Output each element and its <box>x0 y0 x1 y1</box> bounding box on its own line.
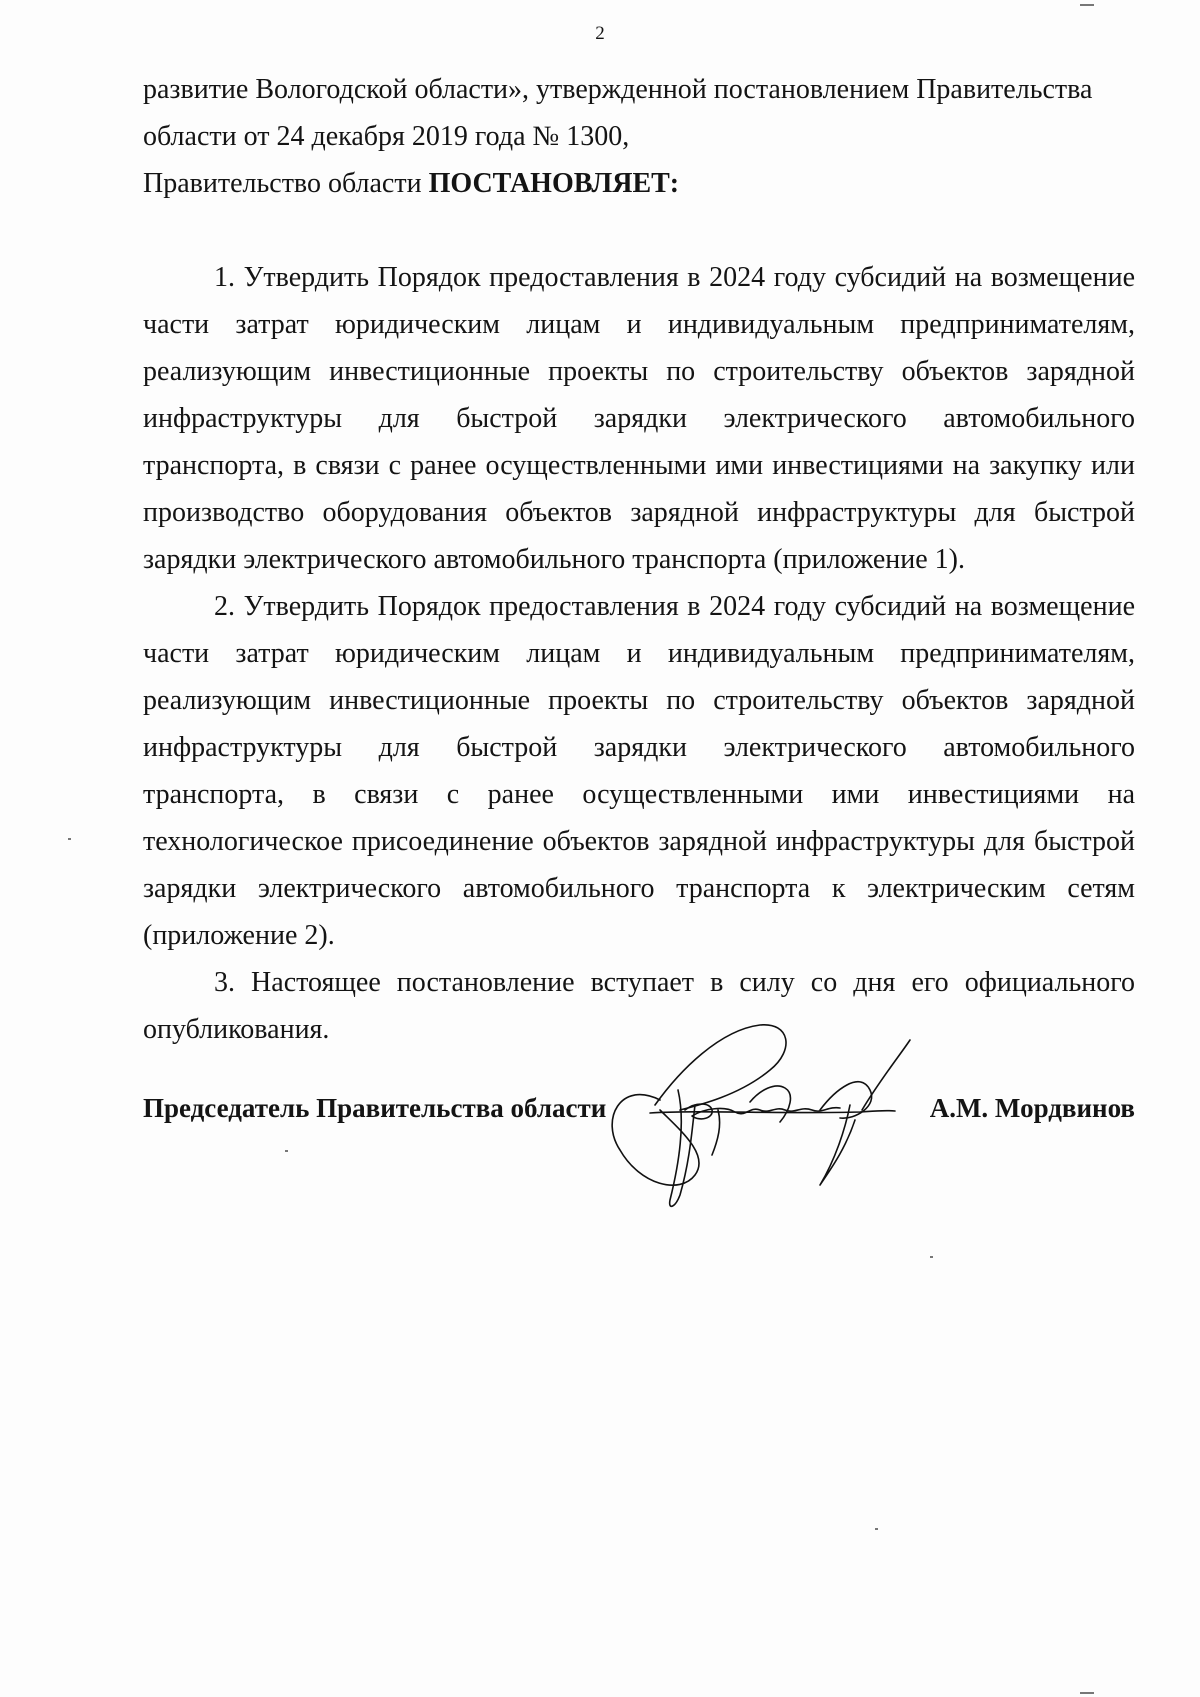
handwritten-signature <box>600 1010 960 1210</box>
item-2: 2. Утвердить Порядок предоставления в 2024 году субсидий на возмещение части затрат юридическим лицам и индивидуальным предпринимателям, реализующим инвестиционные проекты по строительству объектов зарядной инфраструктуры для быстрой зарядки электрического автомобильного транспорта, в связи с ранее осуществленными ими инвестициями на технологическое присоединение объектов зарядной инфраструктуры для быстрой зарядки электрического автомобильного транспорта к электрическим сетям (приложение 2). <box>143 591 1135 951</box>
resolves-prefix: Правительство области <box>143 168 429 199</box>
item-1: 1. Утвердить Порядок предоставления в 2024 году субсидий на возмещение части затрат юридическим лицам и индивидуальным предпринимателям, реализующим инвестиционные проекты по строительству объектов зарядной инфраструктуры для быстрой зарядки электрического автомобильного транспорта, в связи с ранее осуществленными ими инвестициями на закупку или производство оборудования объектов зарядной инфраструктуры для быстрой зарядки электрического автомобильного транспорта (приложение 1). <box>143 262 1135 575</box>
resolves-keyword: ПОСТАНОВЛЯЕТ: <box>428 168 680 199</box>
scan-speck <box>1080 4 1094 6</box>
spacer <box>143 207 1135 254</box>
signer-name: А.М. Мордвинов <box>929 1093 1135 1123</box>
page-number: 2 <box>595 23 605 44</box>
signer-title: Председатель Правительства области <box>143 1093 607 1123</box>
document-body <box>143 66 1135 1053</box>
resolves-line <box>143 160 1135 207</box>
intro-line-2: области от 24 декабря 2019 года № 1300, <box>143 121 630 152</box>
item-3: 3. Настоящее постановление вступает в силу со дня его официального опубликования. <box>143 967 1135 1045</box>
scan-speck <box>1080 1692 1094 1694</box>
scan-speck <box>875 1528 878 1530</box>
scan-speck <box>285 1150 288 1152</box>
scan-speck <box>930 1256 933 1258</box>
scan-speck <box>68 838 71 840</box>
intro-line-1: развитие Вологодской области», утвержденной постановлением Правительства <box>143 74 1093 105</box>
